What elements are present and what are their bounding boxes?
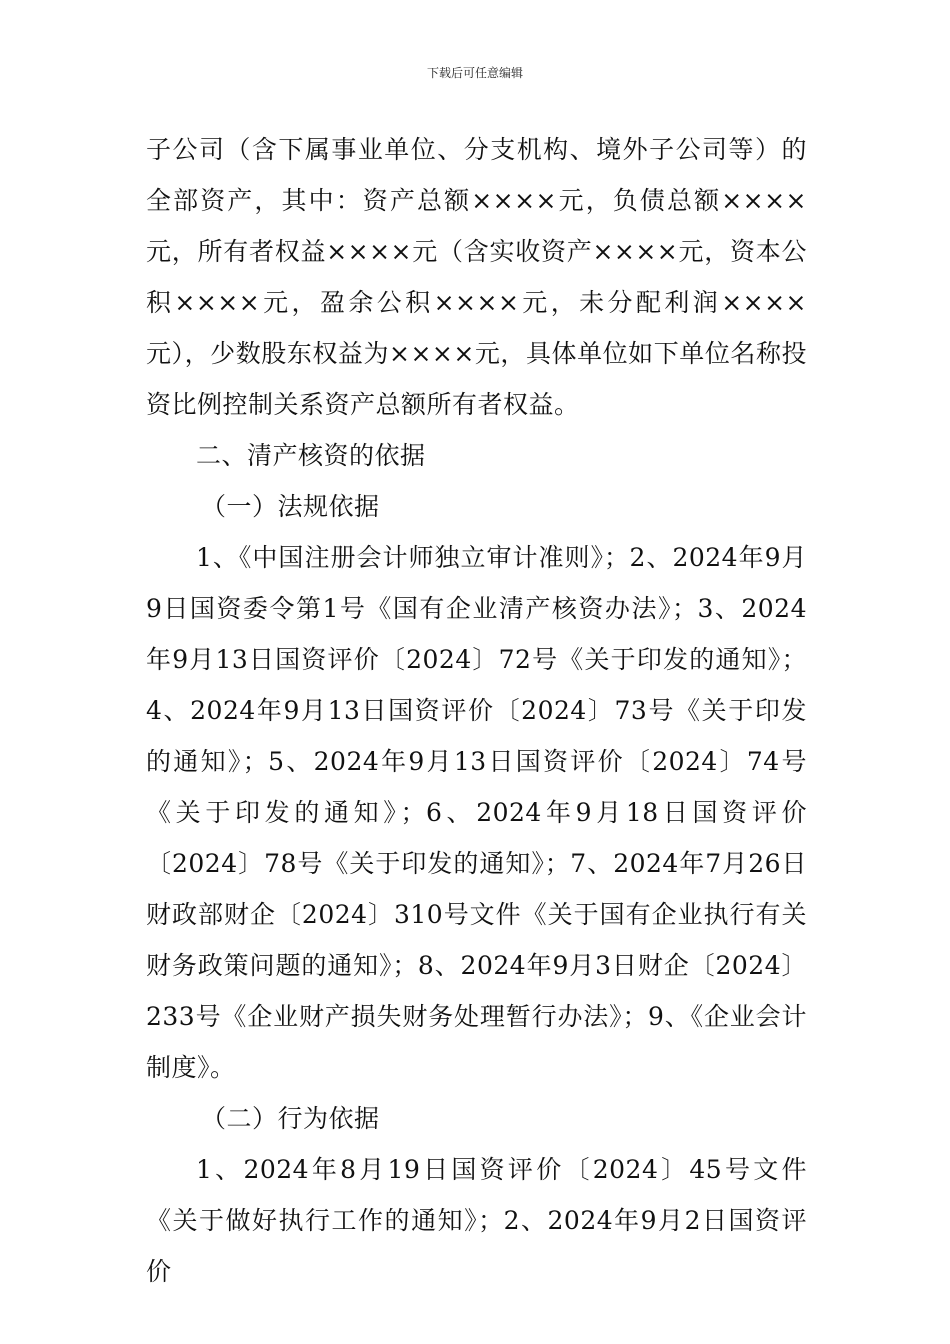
subsection-heading-regulations: （一）法规依据 xyxy=(201,492,380,521)
paragraph-asset-summary: 子公司（含下属事业单位、分支机构、境外子公司等）的全部资产，其中：资产总额××××元，负债总额××××元，所有者权益××××元（含实收资产××××元，资本公积××××元，盈余公积××××元，未分配利润××××元），少数股东权益为××××元，具体单位如下单位名称投资比例控制关系资产总额所有者权益。 xyxy=(146,135,807,419)
section-heading-basis: 二、清产核资的依据 xyxy=(196,441,426,470)
page-header: 下载后可任意编辑 xyxy=(426,66,523,80)
paragraph-regulations-list: 1、《中国注册会计师独立审计准则》；2、2024年9月9日国资委令第1号《国有企业清产核资办法》；3、2024年9月13日国资评价〔2024〕72号《关于印发的通知》；4、2024年9月13日国资评价〔2024〕73号《关于印发的通知》；5、2024年9月13日国资评价〔2024〕74号《关于印发的通知》；6、2024年9月18日国资评价〔2024〕78号《关于印发的通知》；7、2024年7月26日财政部财企〔2024〕310号文件《关于国有企业执行有关财务政策问题的通知》；8、2024年9月3日财企〔2024〕233号《企业财产损失财务处理暂行办法》；9、《企业会计制度》。 xyxy=(146,543,807,1082)
subsection-heading-conduct: （二）行为依据 xyxy=(201,1104,380,1133)
document-body xyxy=(146,124,807,1297)
paragraph-conduct-list: 1、2024年8月19日国资评价〔2024〕45号文件《关于做好执行工作的通知》；2、2024年9月2日国资评价 xyxy=(146,1155,807,1286)
